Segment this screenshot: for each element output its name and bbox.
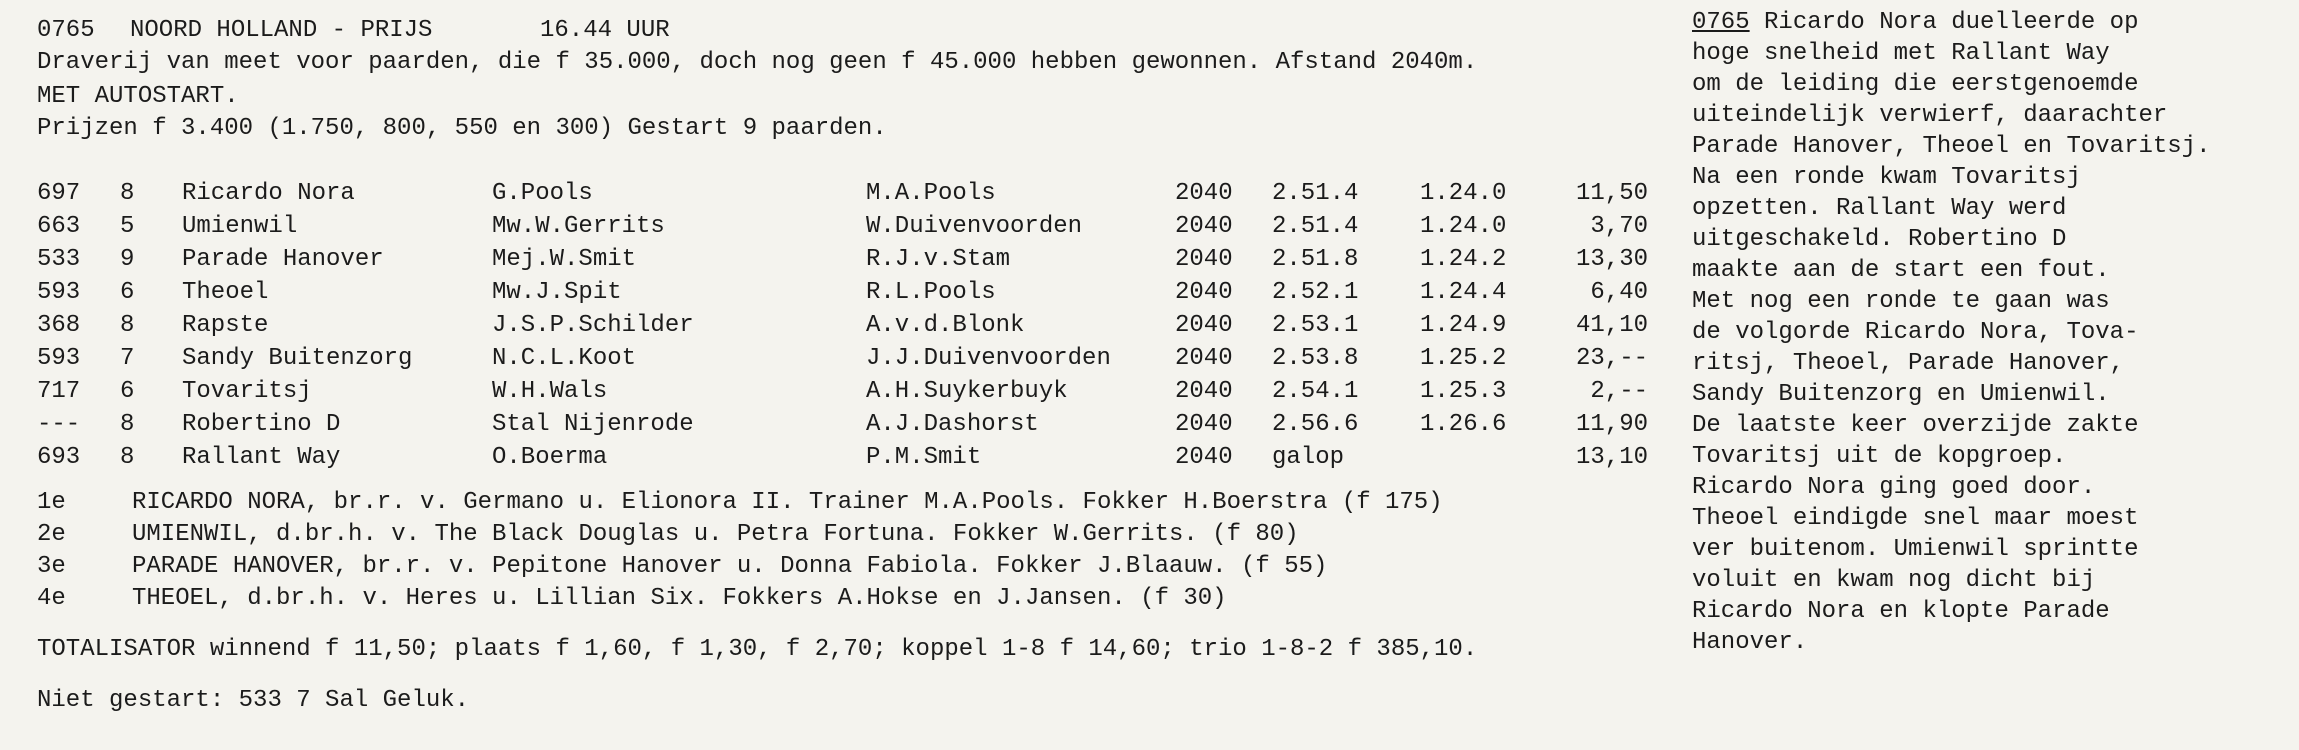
driver-name: J.S.P.Schilder (492, 312, 694, 339)
km-time: 1.24.0 (1420, 180, 1507, 207)
start-position: 5 (120, 213, 135, 240)
horse-number: 697 (37, 180, 81, 207)
report-first-line-text: Ricardo Nora duelleerde op (1749, 9, 2139, 36)
driver-name: W.H.Wals (492, 378, 608, 405)
table-row (0, 409, 1680, 441)
horse-name: Sandy Buitenzorg (182, 345, 413, 372)
table-row (0, 343, 1680, 375)
report-line: de volgorde Ricardo Nora, Tova- (1692, 319, 2139, 346)
placing-rank: 2e (37, 521, 66, 548)
report-line: Ricardo Nora ging goed door. (1692, 474, 2096, 501)
horse-name: Tovaritsj (182, 378, 312, 405)
distance: 2040 (1175, 411, 1233, 438)
odds: 11,50 (1575, 180, 1648, 207)
report-line: Met nog een ronde te gaan was (1692, 288, 2110, 315)
trainer-name: A.H.Suykerbuyk (866, 378, 1068, 405)
start-position: 6 (120, 279, 135, 306)
trainer-name: R.L.Pools (866, 279, 996, 306)
km-time: 1.26.6 (1420, 411, 1507, 438)
placing-details: PARADE HANOVER, br.r. v. Pepitone Hanover u. Donna Fabiola. Fokker J.Blaauw. (f 55) (132, 553, 1328, 580)
driver-name: Stal Nijenrode (492, 411, 694, 438)
list-item (0, 551, 1680, 583)
distance: 2040 (1175, 180, 1233, 207)
horse-name: Robertino D (182, 411, 341, 438)
race-time-value: galop (1272, 444, 1345, 471)
race-conditions-line-3: Prijzen f 3.400 (1.750, 800, 550 en 300) Gestart 9 paarden. (37, 115, 887, 142)
horse-number: 663 (37, 213, 81, 240)
odds: 3,70 (1590, 213, 1648, 240)
odds: 41,10 (1575, 312, 1648, 339)
list-item (0, 487, 1680, 519)
race-time: 16.44 UUR (540, 17, 670, 44)
horse-name: Parade Hanover (182, 246, 384, 273)
driver-name: O.Boerma (492, 444, 608, 471)
table-row (0, 211, 1680, 243)
start-position: 7 (120, 345, 135, 372)
horse-number: 593 (37, 345, 81, 372)
distance: 2040 (1175, 378, 1233, 405)
odds: 11,90 (1575, 411, 1648, 438)
trainer-name: P.M.Smit (866, 444, 982, 471)
km-time: 1.25.3 (1420, 378, 1507, 405)
not-started-line: Niet gestart: 533 7 Sal Geluk. (37, 687, 470, 714)
km-time: 1.24.4 (1420, 279, 1507, 306)
driver-name: N.C.L.Koot (492, 345, 637, 372)
driver-name: Mw.W.Gerrits (492, 213, 665, 240)
horse-number: 368 (37, 312, 81, 339)
totalisator-line: TOTALISATOR winnend f 11,50; plaats f 1,60, f 1,30, f 2,70; koppel 1-8 f 14,60; trio 1-8-2 f 385,10. (37, 636, 1478, 663)
placing-rank: 3e (37, 553, 66, 580)
report-line: uitgeschakeld. Robertino D (1692, 226, 2067, 253)
table-row (0, 310, 1680, 342)
start-position: 6 (120, 378, 135, 405)
horse-number: 693 (37, 444, 81, 471)
trainer-name: M.A.Pools (866, 180, 996, 207)
horse-number: 717 (37, 378, 81, 405)
report-first-line (1692, 8, 2138, 38)
driver-name: Mej.W.Smit (492, 246, 637, 273)
horse-name: Theoel (182, 279, 269, 306)
driver-name: G.Pools (492, 180, 593, 207)
horse-name: Rapste (182, 312, 269, 339)
report-line: hoge snelheid met Rallant Way (1692, 40, 2110, 67)
placing-details: THEOEL, d.br.h. v. Heres u. Lillian Six. Fokkers A.Hokse en J.Jansen. (f 30) (132, 585, 1227, 612)
km-time: 1.24.0 (1420, 213, 1507, 240)
start-position: 8 (120, 411, 135, 438)
horse-number: --- (37, 411, 81, 438)
report-line: Sandy Buitenzorg en Umienwil. (1692, 381, 2110, 408)
distance: 2040 (1175, 345, 1233, 372)
trainer-name: W.Duivenvoorden (866, 213, 1083, 240)
distance: 2040 (1175, 444, 1233, 471)
horse-number: 533 (37, 246, 81, 273)
list-item (0, 583, 1680, 615)
horse-name: Umienwil (182, 213, 298, 240)
report-line: Theoel eindigde snel maar moest (1692, 505, 2139, 532)
driver-name: Mw.J.Spit (492, 279, 622, 306)
odds: 6,40 (1590, 279, 1648, 306)
report-code: 0765 (1692, 9, 1750, 36)
report-line: Ricardo Nora en klopte Parade (1692, 598, 2110, 625)
report-line: ver buitenom. Umienwil sprintte (1692, 536, 2139, 563)
distance: 2040 (1175, 279, 1233, 306)
km-time: 1.25.2 (1420, 345, 1507, 372)
race-conditions-line-2: MET AUTOSTART. (37, 83, 239, 110)
report-line: Tovaritsj uit de kopgroep. (1692, 443, 2067, 470)
report-line: uiteindelijk verwierf, daarachter (1692, 102, 2168, 129)
race-time-value: 2.53.1 (1272, 312, 1359, 339)
report-line: opzetten. Rallant Way werd (1692, 195, 2067, 222)
start-position: 8 (120, 312, 135, 339)
start-position: 9 (120, 246, 135, 273)
start-position: 8 (120, 444, 135, 471)
report-line: Na een ronde kwam Tovaritsj (1692, 164, 2081, 191)
km-time: 1.24.9 (1420, 312, 1507, 339)
race-code: 0765 (37, 17, 95, 44)
race-time-value: 2.51.4 (1272, 213, 1359, 240)
race-conditions-line-1: Draverij van meet voor paarden, die f 35.000, doch nog geen f 45.000 hebben gewonnen. Afstand 2040m. (37, 49, 1478, 76)
race-title: NOORD HOLLAND - PRIJS (130, 17, 433, 44)
table-row (0, 178, 1680, 210)
race-time-value: 2.51.4 (1272, 180, 1359, 207)
table-row (0, 277, 1680, 309)
report-line: maakte aan de start een fout. (1692, 257, 2110, 284)
horse-name: Ricardo Nora (182, 180, 355, 207)
trainer-name: J.J.Duivenvoorden (866, 345, 1111, 372)
distance: 2040 (1175, 312, 1233, 339)
list-item (0, 519, 1680, 551)
placing-details: UMIENWIL, d.br.h. v. The Black Douglas u. Petra Fortuna. Fokker W.Gerrits. (f 80) (132, 521, 1299, 548)
race-time-value: 2.52.1 (1272, 279, 1359, 306)
report-line: Hanover. (1692, 629, 1808, 656)
trainer-name: A.v.d.Blonk (866, 312, 1025, 339)
placing-rank: 1e (37, 489, 66, 516)
report-line: om de leiding die eerstgenoemde (1692, 71, 2139, 98)
horse-number: 593 (37, 279, 81, 306)
report-line: Parade Hanover, Theoel en Tovaritsj. (1692, 133, 2211, 160)
race-time-value: 2.53.8 (1272, 345, 1359, 372)
start-position: 8 (120, 180, 135, 207)
report-line: voluit en kwam nog dicht bij (1692, 567, 2096, 594)
horse-name: Rallant Way (182, 444, 341, 471)
placing-rank: 4e (37, 585, 66, 612)
odds: 13,10 (1575, 444, 1648, 471)
placing-details: RICARDO NORA, br.r. v. Germano u. Elionora II. Trainer M.A.Pools. Fokker H.Boerstra (f 175) (132, 489, 1443, 516)
table-row (0, 442, 1680, 474)
km-time: 1.24.2 (1420, 246, 1507, 273)
distance: 2040 (1175, 213, 1233, 240)
race-time-value: 2.51.8 (1272, 246, 1359, 273)
table-row (0, 376, 1680, 408)
table-row (0, 244, 1680, 276)
report-line: ritsj, Theoel, Parade Hanover, (1692, 350, 2125, 377)
report-line: De laatste keer overzijde zakte (1692, 412, 2139, 439)
odds: 23,-- (1575, 345, 1648, 372)
trainer-name: R.J.v.Stam (866, 246, 1011, 273)
race-time-value: 2.54.1 (1272, 378, 1359, 405)
trainer-name: A.J.Dashorst (866, 411, 1039, 438)
distance: 2040 (1175, 246, 1233, 273)
odds: 2,-- (1590, 378, 1648, 405)
odds: 13,30 (1575, 246, 1648, 273)
race-time-value: 2.56.6 (1272, 411, 1359, 438)
